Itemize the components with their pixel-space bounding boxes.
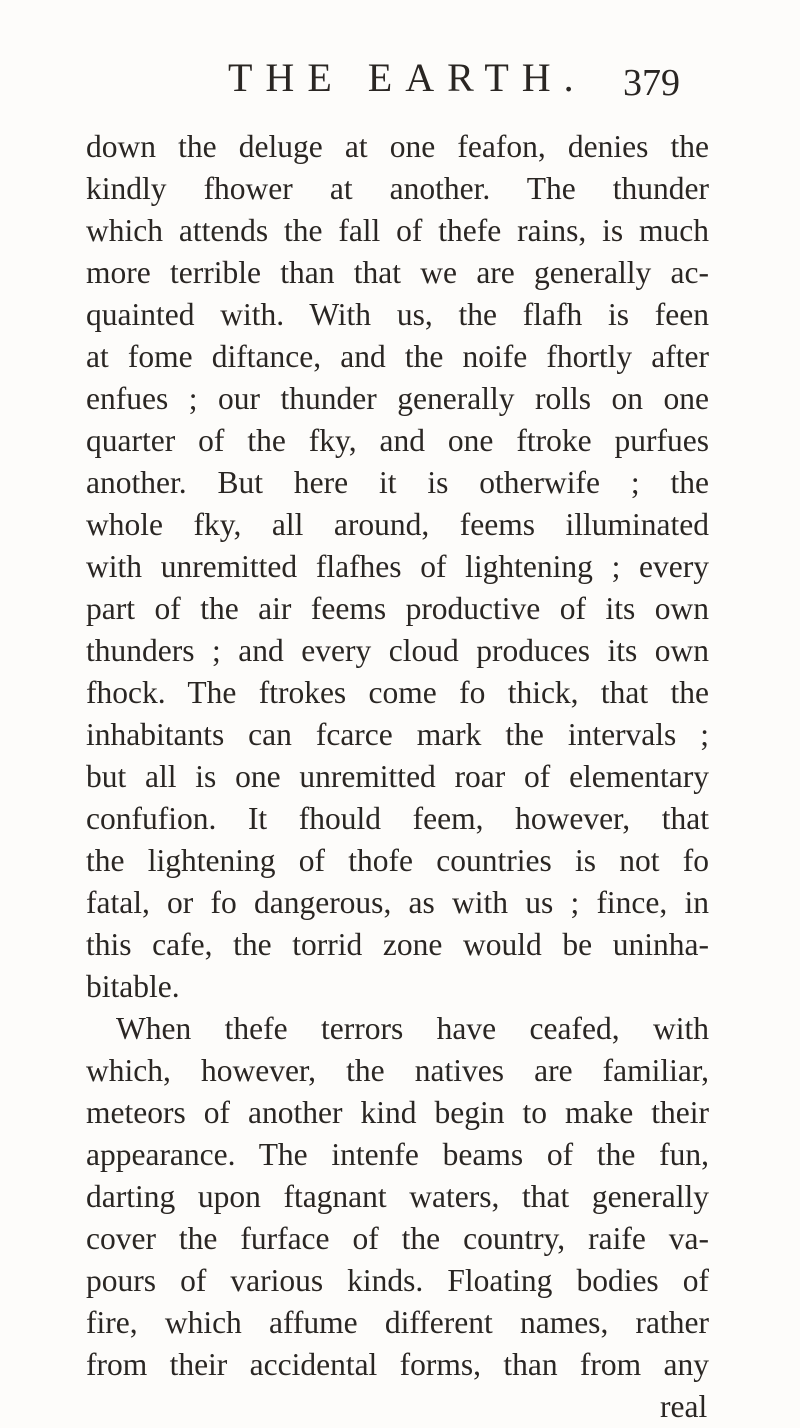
text-line: quarter of the fky, and one ftroke purfues — [86, 423, 709, 458]
text-line: kindly fhower at another. The thunder — [86, 171, 709, 206]
text-line: but all is one unremitted roar of elementary — [86, 759, 709, 794]
text-line: more terrible than that we are generally ac- — [86, 255, 709, 290]
text-line: from their accidental forms, than from any — [86, 1347, 709, 1382]
text-line: bitable. — [86, 969, 180, 1004]
text-line: fatal, or fo dangerous, as with us ; fince, in — [86, 885, 709, 920]
text-line: which, however, the natives are familiar, — [86, 1053, 709, 1088]
text-line: When thefe terrors have ceafed, with — [116, 1011, 709, 1046]
running-head: THE EARTH. — [228, 55, 587, 100]
text-line: at fome diftance, and the noife fhortly after — [86, 339, 709, 374]
text-line: inhabitants can fcarce mark the intervals ; — [86, 717, 709, 752]
text-line: enfues ; our thunder generally rolls on one — [86, 381, 709, 416]
text-line: another. But here it is otherwife ; the — [86, 465, 709, 500]
text-line: meteors of another kind begin to make their — [86, 1095, 709, 1130]
text-line: fhock. The ftrokes come fo thick, that the — [86, 675, 709, 710]
text-line: thunders ; and every cloud produces its own — [86, 633, 709, 668]
text-line: confufion. It fhould feem, however, that — [86, 801, 709, 836]
text-line: part of the air feems productive of its own — [86, 591, 709, 626]
text-line: down the deluge at one feafon, denies the — [86, 129, 709, 164]
text-line: cover the furface of the country, raife va- — [86, 1221, 709, 1256]
text-line: the lightening of thofe countries is not fo — [86, 843, 709, 878]
text-line: quainted with. With us, the flafh is feen — [86, 297, 709, 332]
text-line: darting upon ftagnant waters, that generally — [86, 1179, 709, 1214]
catchword: real — [660, 1389, 708, 1424]
text-line: this cafe, the torrid zone would be uninha- — [86, 927, 709, 962]
text-line: whole fky, all around, feems illuminated — [86, 507, 709, 542]
text-line: fire, which affume different names, rather — [86, 1305, 709, 1340]
text-line: pours of various kinds. Floating bodies of — [86, 1263, 709, 1298]
text-line: with unremitted flafhes of lightening ; every — [86, 549, 709, 584]
text-line: which attends the fall of thefe rains, is much — [86, 213, 709, 248]
page-number: 379 — [623, 62, 680, 104]
text-line: appearance. The intenfe beams of the fun, — [86, 1137, 709, 1172]
